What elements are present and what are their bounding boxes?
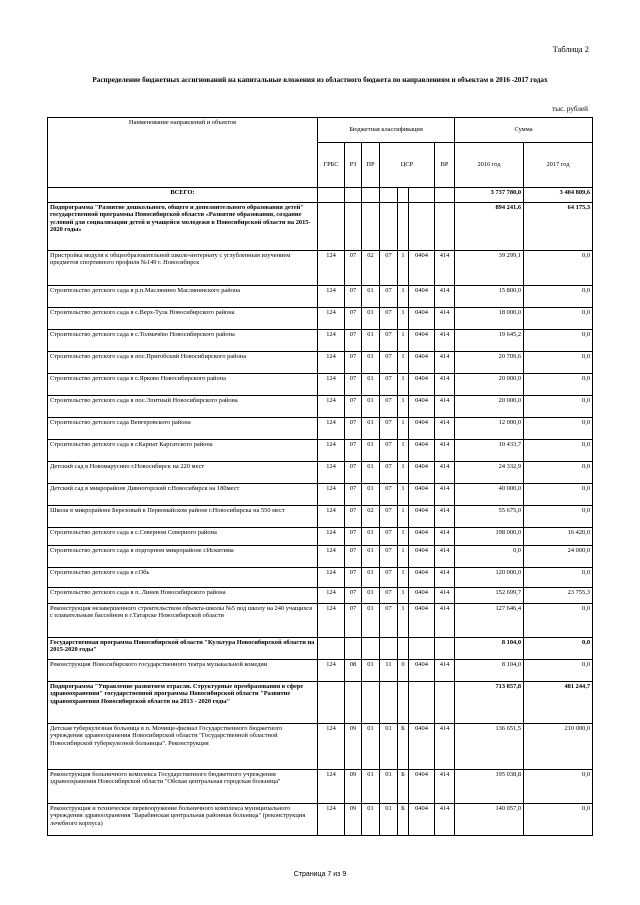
row-2017: 0,0 (524, 770, 593, 804)
row-vr: 414 (435, 588, 455, 604)
row-csr-3: 0404 (409, 568, 435, 588)
row-csr-3: 0404 (409, 588, 435, 604)
row-csr-3: 0404 (409, 604, 435, 638)
row-rz: 07 (345, 286, 362, 308)
row-rz: 07 (345, 352, 362, 374)
row-name: Строительство детского сада в подгорном микрорайоне г.Искитима (48, 546, 318, 568)
row-grbs: 124 (318, 352, 345, 374)
row-2016: 713 857,8 (455, 682, 524, 724)
row-csr-2: 1 (398, 352, 409, 374)
row-rz: 07 (345, 462, 362, 484)
row-2016: 198 000,0 (455, 528, 524, 546)
row-csr-1: 07 (380, 528, 398, 546)
row-2017: 0,0 (524, 251, 593, 286)
row-csr-2: 1 (398, 506, 409, 528)
row-vr: 414 (435, 568, 455, 588)
row-grbs: 124 (318, 330, 345, 352)
row-name: Строительство детского сада в с.Толмачёво Новосибирского района (48, 330, 318, 352)
row-csr-1: 07 (380, 588, 398, 604)
row-2016: 15 800,0 (455, 286, 524, 308)
row-2016: 20 709,6 (455, 352, 524, 374)
row-rz: 09 (345, 804, 362, 836)
row-csr-1: 07 (380, 484, 398, 506)
row-pr: 01 (362, 440, 380, 462)
row-rz: 07 (345, 506, 362, 528)
row-grbs: 124 (318, 804, 345, 836)
row-pr: 01 (362, 462, 380, 484)
row-2017: 210 000,0 (524, 724, 593, 770)
row-2016: 8 104,0 (455, 660, 524, 682)
row-name: Реконструкция и техническое перевооружение больничного комплекса муниципального учреждения здравоохранения "Барабинская центральная районная больница" (реконструкция лечебного корпуса) (48, 804, 318, 836)
row-name: Реконструкция больничного комплекса Государственного бюджетного учреждения здравоохранения Новосибирской области "Обская центральная городская больница" (48, 770, 318, 804)
row-csr-3: 0404 (409, 330, 435, 352)
table-row (48, 308, 593, 330)
row-csr-2: Б (398, 724, 409, 770)
row-2016: 0,0 (455, 546, 524, 568)
row-pr: 01 (362, 724, 380, 770)
row-csr-1: 01 (380, 804, 398, 836)
row-name: Реконструкция незавершенного строительством объекта-школы №5 под школу на 240 учащихся с плавательным бассейном в г.Татарске Новосибирской области (48, 604, 318, 638)
row-rz: 07 (345, 588, 362, 604)
row-pr: 01 (362, 804, 380, 836)
row-2017: 0,0 (524, 418, 593, 440)
row-rz: 07 (345, 396, 362, 418)
total-row (48, 188, 593, 203)
row-csr-2 (398, 638, 409, 660)
header-csr: ЦСР (380, 143, 435, 188)
row-grbs: 124 (318, 286, 345, 308)
row-pr: 01 (362, 528, 380, 546)
row-rz: 07 (345, 330, 362, 352)
row-csr-3 (409, 638, 435, 660)
row-pr: 01 (362, 604, 380, 638)
row-2016: 10 433,7 (455, 440, 524, 462)
row-vr: 414 (435, 546, 455, 568)
row-pr: 01 (362, 418, 380, 440)
table-row (48, 506, 593, 528)
table-row (48, 203, 593, 251)
row-csr-2: 1 (398, 396, 409, 418)
row-name: Государственная программа Новосибирской области "Культура Новосибирской области на 2015-2020 годы" (48, 638, 318, 660)
row-csr-2: 1 (398, 418, 409, 440)
row-pr: 01 (362, 660, 380, 682)
table-row (48, 396, 593, 418)
row-rz: 07 (345, 528, 362, 546)
table-row (48, 804, 593, 836)
row-vr: 414 (435, 440, 455, 462)
row-grbs: 124 (318, 440, 345, 462)
row-2017: 0,0 (524, 804, 593, 836)
row-csr-1: 07 (380, 440, 398, 462)
row-grbs (318, 203, 345, 251)
row-csr-2: 1 (398, 528, 409, 546)
table-row (48, 638, 593, 660)
row-csr-1: 07 (380, 506, 398, 528)
row-vr (435, 682, 455, 724)
row-2017: 481 244,7 (524, 682, 593, 724)
row-2017: 0,0 (524, 568, 593, 588)
table-row (48, 330, 593, 352)
row-csr-1 (380, 638, 398, 660)
row-2017: 23 755,3 (524, 588, 593, 604)
row-csr-3: 0404 (409, 308, 435, 330)
row-rz: 09 (345, 770, 362, 804)
header-pr: ПР (362, 143, 380, 188)
total-label: ВСЕГО: (48, 188, 318, 203)
page-footer: Страница 7 из 9 (293, 871, 347, 878)
header-2016: 2016 год (455, 143, 524, 188)
header-sum: Сумма (455, 118, 593, 143)
row-rz: 07 (345, 308, 362, 330)
table-number-label: Таблица 2 (552, 44, 589, 54)
row-vr: 414 (435, 770, 455, 804)
row-grbs: 124 (318, 528, 345, 546)
row-csr-1: 07 (380, 251, 398, 286)
row-pr: 01 (362, 396, 380, 418)
row-vr: 414 (435, 330, 455, 352)
row-csr-1 (380, 203, 398, 251)
table-row (48, 770, 593, 804)
row-csr-2 (398, 682, 409, 724)
row-rz: 07 (345, 484, 362, 506)
row-vr: 414 (435, 462, 455, 484)
row-name: Строительство детского сада в р.п.Маслянино Маслянинского района (48, 286, 318, 308)
header-rz: РЗ (345, 143, 362, 188)
row-csr-2: 1 (398, 251, 409, 286)
table-row (48, 462, 593, 484)
row-csr-2: 1 (398, 308, 409, 330)
row-name: Детский сад в Новомарусино г.Новосибирск на 220 мест (48, 462, 318, 484)
row-csr-2: 1 (398, 286, 409, 308)
row-name: Реконструкция Новосибирского государственного театра музыкальной комедии (48, 660, 318, 682)
row-2016: 20 000,0 (455, 396, 524, 418)
row-grbs: 124 (318, 374, 345, 396)
row-name: Подпрограмма "Управление развитием отрасли. Структурные преобразования в сфере здравоохранения" государственной программы Новосибирской области "Развитие здравоохранения Новосибирской области на 2013 - 2020 годы" (48, 682, 318, 724)
row-grbs: 124 (318, 396, 345, 418)
row-csr-3: 0404 (409, 418, 435, 440)
row-csr-2: 1 (398, 462, 409, 484)
row-2016: 18 000,0 (455, 308, 524, 330)
row-pr: 01 (362, 308, 380, 330)
row-name: Строительство детского сада в п. Линев Новосибирского района (48, 588, 318, 604)
row-name: Строительство детского сада в г.Карпат Каргатского района (48, 440, 318, 462)
table-row (48, 484, 593, 506)
row-rz: 07 (345, 251, 362, 286)
row-pr: 01 (362, 374, 380, 396)
row-name: Строительство детского сада в с.Ярково Новосибирского района (48, 374, 318, 396)
row-vr: 414 (435, 804, 455, 836)
row-grbs: 124 (318, 588, 345, 604)
row-csr-1: 07 (380, 308, 398, 330)
row-csr-3: 0404 (409, 546, 435, 568)
row-rz: 07 (345, 546, 362, 568)
row-vr: 414 (435, 506, 455, 528)
total-2016: 3 737 780,0 (455, 188, 524, 203)
row-csr-1: 07 (380, 352, 398, 374)
row-2017: 0,0 (524, 352, 593, 374)
row-2017: 0,0 (524, 506, 593, 528)
row-2017: 64 175,3 (524, 203, 593, 251)
row-name: Строительство детского сада в пос.Элитный Новосибирского района (48, 396, 318, 418)
row-grbs: 124 (318, 546, 345, 568)
row-2017: 16 420,0 (524, 528, 593, 546)
row-vr: 414 (435, 724, 455, 770)
row-csr-3: 0404 (409, 724, 435, 770)
row-grbs: 124 (318, 568, 345, 588)
budget-table (47, 117, 593, 836)
row-pr (362, 638, 380, 660)
row-grbs (318, 638, 345, 660)
row-2016: 8 104,0 (455, 638, 524, 660)
table-row (48, 724, 593, 770)
row-name: Детская туберкулезная больница в п. Мочище-филиал Государственного бюджетного учреждения здравоохранения Новосибирской области "Государственной областной Новосибирской туберкулезной больницы". Реконструкция (48, 724, 318, 770)
row-csr-3: 0404 (409, 352, 435, 374)
row-2017: 0,0 (524, 462, 593, 484)
row-2016: 195 038,8 (455, 770, 524, 804)
row-grbs: 124 (318, 770, 345, 804)
row-vr: 414 (435, 604, 455, 638)
row-csr-2: Б (398, 804, 409, 836)
row-2017: 0,0 (524, 660, 593, 682)
row-name: Строительство детского сада в с.Северном Северного района (48, 528, 318, 546)
row-pr: 01 (362, 546, 380, 568)
row-rz (345, 203, 362, 251)
table-row (48, 528, 593, 546)
row-vr (435, 638, 455, 660)
row-2016: 12 000,0 (455, 418, 524, 440)
total-2017: 3 404 809,6 (524, 188, 593, 203)
row-grbs: 124 (318, 484, 345, 506)
row-2016: 120 000,0 (455, 568, 524, 588)
row-csr-3: 0404 (409, 396, 435, 418)
row-vr: 414 (435, 308, 455, 330)
row-name: Строительство детского сада в пос.Пригобский Новосибирского района (48, 352, 318, 374)
row-name: Пристройка модуля к общеобразовательной школе-интернату с углубленным изучением предметов спортивного профиля №149 г. Новосибирск (48, 251, 318, 286)
row-vr: 414 (435, 352, 455, 374)
row-2017: 0,0 (524, 396, 593, 418)
row-csr-2: 1 (398, 604, 409, 638)
row-2016: 140 057,0 (455, 804, 524, 836)
row-pr: 02 (362, 506, 380, 528)
row-2017: 0,0 (524, 484, 593, 506)
row-name: Детский сад в микрорайоне Дивногорский г.Новосибирск на 180мест (48, 484, 318, 506)
row-2017: 0,0 (524, 374, 593, 396)
row-2016: 127 646,4 (455, 604, 524, 638)
row-pr: 01 (362, 484, 380, 506)
table-row (48, 418, 593, 440)
row-rz: 07 (345, 418, 362, 440)
row-2016: 136 651,5 (455, 724, 524, 770)
row-pr: 01 (362, 330, 380, 352)
row-csr-1 (380, 682, 398, 724)
row-2017: 24 000,0 (524, 546, 593, 568)
row-pr: 01 (362, 568, 380, 588)
row-csr-2: 1 (398, 330, 409, 352)
row-csr-3: 0404 (409, 374, 435, 396)
row-pr: 01 (362, 286, 380, 308)
row-csr-1: 07 (380, 374, 398, 396)
row-csr-1: 01 (380, 770, 398, 804)
row-csr-3: 0404 (409, 770, 435, 804)
table-row (48, 604, 593, 638)
table-row (48, 568, 593, 588)
row-rz: 07 (345, 440, 362, 462)
header-row-1 (48, 118, 593, 143)
row-rz (345, 638, 362, 660)
row-vr: 414 (435, 251, 455, 286)
row-vr: 414 (435, 660, 455, 682)
header-grbs: ГРБС (318, 143, 345, 188)
row-grbs: 124 (318, 462, 345, 484)
row-2017: 0,0 (524, 604, 593, 638)
row-name: Строительство детского сада в г.Обь (48, 568, 318, 588)
row-csr-3: 0404 (409, 251, 435, 286)
row-name: Школа в микрорайоне Березовый в Первомайском районе г.Новосибирска на 550 мест (48, 506, 318, 528)
row-2016: 894 241,6 (455, 203, 524, 251)
row-csr-3: 0404 (409, 528, 435, 546)
row-rz: 07 (345, 568, 362, 588)
row-2016: 39 299,1 (455, 251, 524, 286)
row-pr: 01 (362, 770, 380, 804)
header-vr: ВР (435, 143, 455, 188)
row-2016: 20 000,0 (455, 374, 524, 396)
row-grbs: 124 (318, 660, 345, 682)
row-grbs (318, 682, 345, 724)
row-grbs: 124 (318, 604, 345, 638)
table-row (48, 286, 593, 308)
row-csr-1: 07 (380, 286, 398, 308)
row-csr-1: 01 (380, 724, 398, 770)
table-row (48, 588, 593, 604)
row-pr (362, 682, 380, 724)
row-rz: 09 (345, 724, 362, 770)
table-row (48, 660, 593, 682)
row-name: Строительство детского сада Венгеровского района (48, 418, 318, 440)
row-csr-2: 1 (398, 568, 409, 588)
row-grbs: 124 (318, 506, 345, 528)
row-2017: 0,0 (524, 440, 593, 462)
row-vr (435, 203, 455, 251)
row-grbs: 124 (318, 418, 345, 440)
row-csr-2: 1 (398, 546, 409, 568)
row-csr-3: 0404 (409, 286, 435, 308)
row-pr (362, 203, 380, 251)
row-rz: 07 (345, 374, 362, 396)
table-row (48, 440, 593, 462)
row-csr-3: 0404 (409, 506, 435, 528)
row-vr: 414 (435, 418, 455, 440)
row-grbs: 124 (318, 251, 345, 286)
row-csr-1: 07 (380, 396, 398, 418)
row-csr-3: 0404 (409, 660, 435, 682)
row-csr-3 (409, 682, 435, 724)
document-title: Распределение бюджетных ассигнований на капитальные вложения из областного бюджета по направлениям и объектам в 2016 -2017 годах (92, 76, 548, 84)
row-rz: 07 (345, 604, 362, 638)
table-row (48, 682, 593, 724)
row-csr-1: 07 (380, 568, 398, 588)
row-csr-2: 0 (398, 660, 409, 682)
row-csr-1: 07 (380, 462, 398, 484)
table-row (48, 352, 593, 374)
row-2016: 40 000,0 (455, 484, 524, 506)
row-csr-2: 1 (398, 374, 409, 396)
row-2017: 0,0 (524, 638, 593, 660)
row-2016: 24 332,9 (455, 462, 524, 484)
row-vr: 414 (435, 286, 455, 308)
row-csr-3: 0404 (409, 484, 435, 506)
row-csr-1: 07 (380, 604, 398, 638)
row-csr-1: 07 (380, 418, 398, 440)
row-2016: 152 699,7 (455, 588, 524, 604)
row-csr-3 (409, 203, 435, 251)
row-vr: 414 (435, 484, 455, 506)
row-csr-1: 07 (380, 546, 398, 568)
row-vr: 414 (435, 374, 455, 396)
row-csr-1: 11 (380, 660, 398, 682)
row-csr-2: 1 (398, 440, 409, 462)
row-name: Строительство детского сада в с.Верх-Тула Новосибирского района (48, 308, 318, 330)
table-row (48, 374, 593, 396)
row-2016: 55 675,0 (455, 506, 524, 528)
row-pr: 02 (362, 251, 380, 286)
header-classification: Бюджетная классификация (318, 118, 455, 143)
row-pr: 01 (362, 588, 380, 604)
table-row (48, 251, 593, 286)
row-grbs: 124 (318, 724, 345, 770)
row-csr-2: 1 (398, 588, 409, 604)
row-csr-3: 0404 (409, 804, 435, 836)
row-2017: 0,0 (524, 286, 593, 308)
row-csr-1: 07 (380, 330, 398, 352)
row-2016: 19 645,2 (455, 330, 524, 352)
row-csr-2 (398, 203, 409, 251)
row-pr: 01 (362, 352, 380, 374)
row-name: Подпрограмма "Развитие дошкольного, общего и дополнительного образования детей" государственной программы Новосибирской области «Развитие образования, создание условий для социализации детей и учащейся молодежи в Новосибирской области на 2015-2020 годы» (48, 203, 318, 251)
row-2017: 0,0 (524, 308, 593, 330)
row-rz: 08 (345, 660, 362, 682)
row-csr-2: Б (398, 770, 409, 804)
row-csr-2: 1 (398, 484, 409, 506)
row-csr-3: 0404 (409, 440, 435, 462)
row-vr: 414 (435, 528, 455, 546)
header-2017: 2017 год (524, 143, 593, 188)
table-row (48, 546, 593, 568)
row-rz (345, 682, 362, 724)
row-vr: 414 (435, 396, 455, 418)
header-name: Наименование направлений и объектов (48, 118, 318, 188)
row-grbs: 124 (318, 308, 345, 330)
row-2017: 0,0 (524, 330, 593, 352)
units-label: тыс. рублей (552, 105, 588, 113)
row-csr-3: 0404 (409, 462, 435, 484)
